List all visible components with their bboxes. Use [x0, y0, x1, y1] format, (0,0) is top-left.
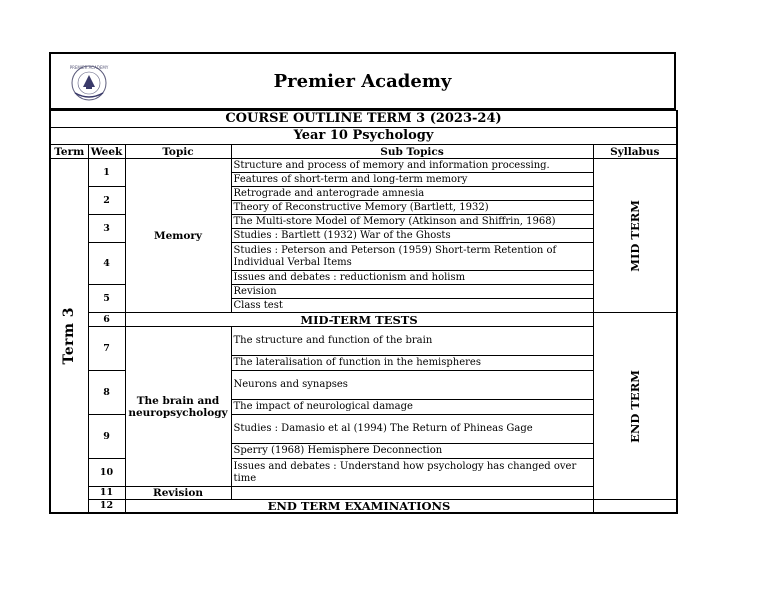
col-syllabus: Syllabus	[593, 145, 677, 159]
year-title: Year 10 Psychology	[50, 128, 677, 145]
subtopic: The Multi-store Model of Memory (Atkinson and Shiffrin, 1968)	[231, 215, 593, 229]
week-number: 5	[88, 285, 125, 313]
subtopic: Retrograde and anterograde amnesia	[231, 187, 593, 201]
term-cell	[50, 159, 88, 514]
week-number: 12	[88, 500, 125, 514]
syllabus-mid-label: MID TERM	[627, 199, 642, 272]
subtopic: Theory of Reconstructive Memory (Bartlett, 1932)	[231, 201, 593, 215]
table-row	[50, 327, 677, 356]
subtopic: Studies : Peterson and Peterson (1959) Short-term Retention of Individual Verbal Items	[231, 243, 593, 271]
course-outline-sheet	[49, 52, 676, 514]
topic-memory: Memory	[125, 159, 231, 313]
table-row	[50, 487, 677, 500]
subtopic: Class test	[231, 299, 593, 313]
subtopic: Revision	[231, 285, 593, 299]
header	[49, 52, 676, 110]
week-number: 11	[88, 487, 125, 500]
col-week: Week	[88, 145, 125, 159]
week-number: 4	[88, 243, 125, 285]
subtopic: Sperry (1968) Hemisphere Deconnection	[231, 444, 593, 459]
course-outline-title: COURSE OUTLINE TERM 3 (2023-24)	[50, 111, 677, 128]
week-number: 8	[88, 371, 125, 415]
school-name: Premier Academy	[273, 71, 452, 92]
topic-brain: The brain and neuropsychology	[125, 327, 231, 487]
term-label: Term 3	[61, 306, 78, 365]
subtopic: The structure and function of the brain	[231, 327, 593, 356]
subtopic: Neurons and synapses	[231, 371, 593, 400]
syllabus-end-label: END TERM	[627, 369, 642, 443]
topic-revision: Revision	[125, 487, 231, 500]
week-number: 6	[88, 313, 125, 327]
syllabus-end-cell	[593, 313, 677, 500]
week-number: 2	[88, 187, 125, 215]
week-number: 10	[88, 459, 125, 487]
subtopic: Issues and debates : Understand how psychology has changed over time	[231, 459, 593, 487]
outline-table	[49, 110, 678, 514]
subtopic: The lateralisation of function in the hemispheres	[231, 356, 593, 371]
week-number: 3	[88, 215, 125, 243]
subtopic: Studies : Damasio et al (1994) The Return of Phineas Gage	[231, 415, 593, 444]
subtopic: Features of short-term and long-term memory	[231, 173, 593, 187]
col-topic: Topic	[125, 145, 231, 159]
mid-term-tests: MID-TERM TESTS	[125, 313, 593, 327]
table-row	[50, 159, 677, 173]
table-row	[50, 500, 677, 514]
logo-text: PREMIER ACADEMY	[69, 65, 109, 70]
subtopic: The impact of neurological damage	[231, 400, 593, 415]
subtopic: Issues and debates : reductionism and holism	[231, 271, 593, 285]
column-header-row	[50, 145, 677, 159]
col-subtopics: Sub Topics	[231, 145, 593, 159]
subtopic-empty	[231, 487, 593, 500]
week-number: 1	[88, 159, 125, 187]
end-term-examinations: END TERM EXAMINATIONS	[125, 500, 593, 514]
subtopic: Studies : Bartlett (1932) War of the Ghosts	[231, 229, 593, 243]
col-term: Term	[50, 145, 88, 159]
syllabus-mid-cell	[593, 159, 677, 313]
table-row	[50, 313, 677, 327]
subtopic: Structure and process of memory and information processing.	[231, 159, 593, 173]
week-number: 9	[88, 415, 125, 459]
week-number: 7	[88, 327, 125, 371]
